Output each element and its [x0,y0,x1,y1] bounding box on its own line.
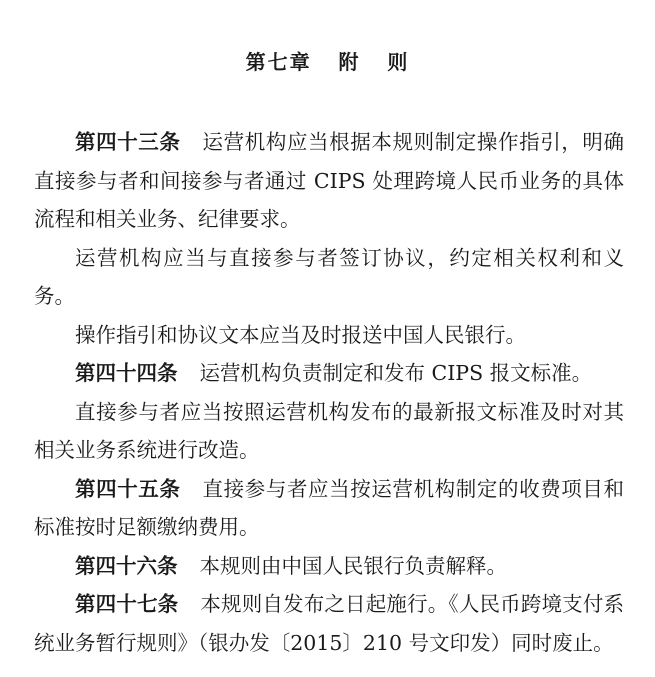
article-number: 第四十六条 [75,553,178,578]
article-text: 本规则由中国人民银行负责解释。 [199,553,507,578]
chapter-title: 第七章 附 则 [245,50,410,74]
article-43 [34,123,624,239]
article-number: 第四十三条 [75,130,181,154]
article-number: 第四十七条 [75,592,179,616]
article-44-paragraph-2: 直接参与者应当按照运营机构发布的最新报文标准及时对其相关业务系统进行改造。 [34,399,624,462]
article-text: 运营机构负责制定和发布 CIPS 报文标准。 [199,361,593,385]
article-44 [34,354,624,393]
article-46 [34,547,624,586]
article-43-paragraph-2: 运营机构应当与直接参与者签订协议，约定相关权利和义务。 [34,245,624,308]
article-text: 直接参与者应当按运营机构制定的收费项目和标准按时足额缴纳费用。 [34,476,625,539]
article-number: 第四十四条 [75,361,178,385]
article-text: 运营机构应当根据本规则制定操作指引，明确直接参与者和间接参与者通过 CIPS 处理跨境人民币业务的具体流程和相关业务、纪律要求。 [34,130,625,231]
article-47 [34,585,624,662]
article-45 [34,470,624,547]
document-body [34,123,624,662]
article-number: 第四十五条 [75,476,181,501]
article-43-paragraph-3: 操作指引和协议文本应当及时报送中国人民银行。 [75,322,526,347]
article-text: 本规则自发布之日起施行。《人民币跨境支付系统业务暂行规则》（银办发〔2015〕210 号文印发）同时废止。 [34,592,625,655]
